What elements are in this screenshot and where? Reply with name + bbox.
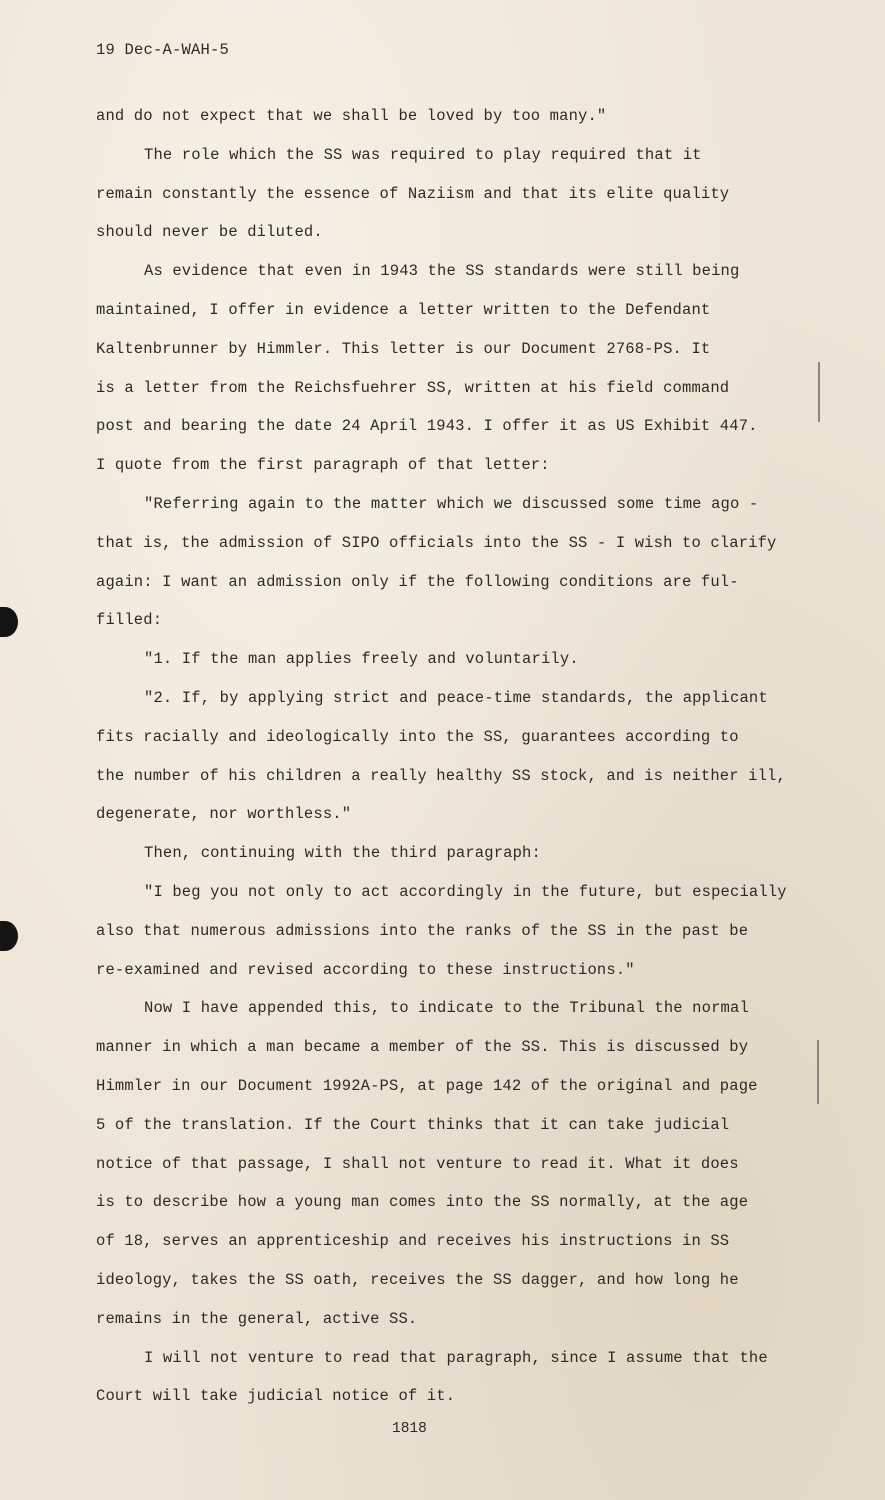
text-line: notice of that passage, I shall not venture to read it. What it does bbox=[96, 1154, 739, 1173]
text-line: fits racially and ideologically into the SS, guarantees according to bbox=[96, 727, 739, 746]
text-line: filled: bbox=[96, 611, 163, 630]
text-line: is to describe how a young man comes into the SS normally, at the age bbox=[96, 1193, 749, 1212]
text-line: of 18, serves an apprenticeship and receives his instructions in SS bbox=[96, 1232, 730, 1251]
binder-hole bbox=[0, 921, 18, 951]
binder-hole bbox=[0, 607, 18, 637]
text-line: Himmler in our Document 1992A-PS, at page 142 of the original and page bbox=[96, 1076, 758, 1095]
document-id: 19 Dec-A-WAH-5 bbox=[96, 41, 230, 59]
text-line: "1. If the man applies freely and voluntarily. bbox=[144, 650, 579, 669]
text-line: should never be diluted. bbox=[96, 223, 323, 242]
text-line: "2. If, by applying strict and peace-time standards, the applicant bbox=[144, 688, 768, 707]
text-line: I quote from the first paragraph of that letter: bbox=[96, 456, 550, 475]
text-line: Kaltenbrunner by Himmler. This letter is our Document 2768-PS. It bbox=[96, 339, 711, 358]
text-line: that is, the admission of SIPO officials into the SS - I wish to clarify bbox=[96, 533, 777, 552]
text-line: 5 of the translation. If the Court thinks that it can take judicial bbox=[96, 1115, 730, 1134]
text-line: manner in which a man became a member of the SS. This is discussed by bbox=[96, 1038, 749, 1057]
text-line: Court will take judicial notice of it. bbox=[96, 1387, 456, 1406]
paragraph bbox=[96, 1339, 816, 1417]
paragraph bbox=[96, 485, 816, 640]
paragraph bbox=[96, 252, 816, 485]
paragraph bbox=[96, 97, 816, 136]
page-number: 1818 bbox=[392, 1421, 427, 1437]
text-line: remains in the general, active SS. bbox=[96, 1309, 418, 1328]
paragraph bbox=[96, 834, 816, 873]
paragraph bbox=[96, 136, 816, 252]
text-line: again: I want an admission only if the following conditions are ful- bbox=[96, 572, 739, 591]
text-line: is a letter from the Reichsfuehrer SS, written at his field command bbox=[96, 378, 730, 397]
text-line: ideology, takes the SS oath, receives the SS dagger, and how long he bbox=[96, 1270, 739, 1289]
text-line: post and bearing the date 24 April 1943. I offer it as US Exhibit 447. bbox=[96, 417, 758, 436]
text-line: also that numerous admissions into the ranks of the SS in the past be bbox=[96, 921, 749, 940]
text-line: the number of his children a really healthy SS stock, and is neither ill, bbox=[96, 766, 786, 785]
text-line: Now I have appended this, to indicate to the Tribunal the normal bbox=[144, 999, 749, 1018]
document-body bbox=[96, 97, 816, 1416]
text-line: "I beg you not only to act accordingly in the future, but especially bbox=[144, 882, 787, 901]
paragraph bbox=[96, 679, 816, 834]
paragraph bbox=[96, 873, 816, 989]
paragraph bbox=[96, 989, 816, 1338]
text-line: Then, continuing with the third paragraph: bbox=[144, 844, 541, 863]
text-line: remain constantly the essence of Naziism and that its elite quality bbox=[96, 184, 730, 203]
text-line: "Referring again to the matter which we discussed some time ago - bbox=[144, 494, 759, 513]
margin-mark bbox=[817, 1040, 819, 1104]
text-line: re-examined and revised according to these instructions." bbox=[96, 960, 635, 979]
text-line: The role which the SS was required to play required that it bbox=[144, 145, 702, 164]
text-line: degenerate, nor worthless." bbox=[96, 805, 352, 824]
paragraph bbox=[96, 640, 816, 679]
text-line: As evidence that even in 1943 the SS standards were still being bbox=[144, 262, 740, 281]
text-line: and do not expect that we shall be loved by too many." bbox=[96, 107, 607, 125]
margin-mark bbox=[818, 362, 820, 422]
text-line: maintained, I offer in evidence a letter written to the Defendant bbox=[96, 300, 711, 319]
text-line: I will not venture to read that paragraph, since I assume that the bbox=[144, 1348, 768, 1367]
